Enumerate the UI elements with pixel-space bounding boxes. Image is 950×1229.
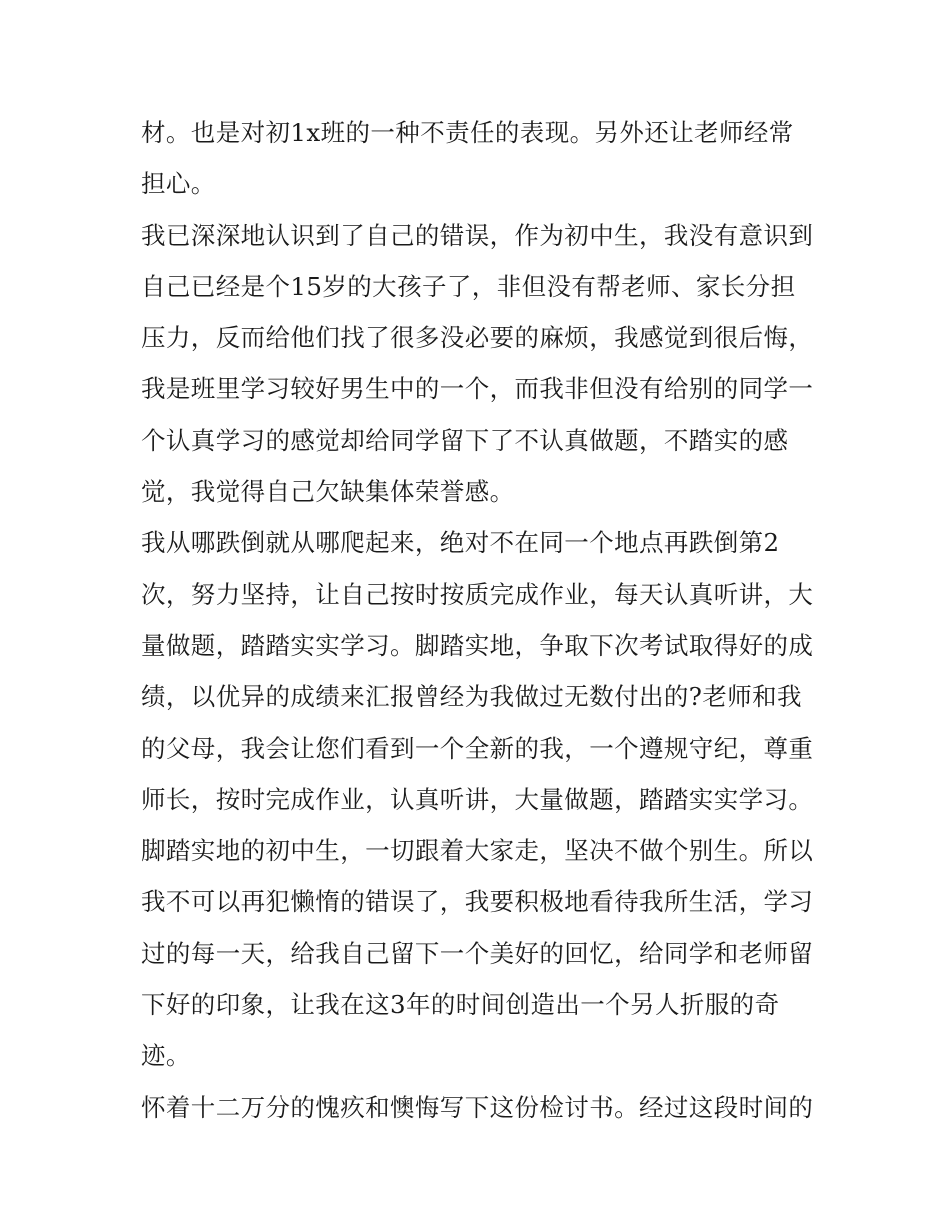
text-line: 次，努力坚持，让自己按时按质完成作业，每天认真听讲，大: [141, 579, 814, 609]
text-line: 脚踏实地的初中生，一切跟着大家走，坚决不做个别生。所以: [141, 836, 814, 866]
text-line: 自己已经是个15岁的大孩子了，非但没有帮老师、家长分担: [141, 271, 796, 301]
text-line: 量做题，踏踏实实学习。脚踏实地，争取下次考试取得好的成: [141, 630, 814, 660]
text-line: 绩，以优异的成绩来汇报曾经为我做过无数付出的?老师和我: [141, 682, 802, 712]
text-line: 个认真学习的感觉却给同学留下了不认真做题，不踏实的感: [141, 425, 789, 455]
text-line: 过的每一天，给我自己留下一个美好的回忆，给同学和老师留: [141, 938, 814, 968]
text-line: 觉，我觉得自己欠缺集体荣誉感。: [141, 477, 515, 507]
text-line: 我已深深地认识到了自己的错误，作为初中生，我没有意识到: [141, 220, 814, 250]
document-body-text: [141, 107, 813, 1133]
text-line: 师长，按时完成作业，认真听讲，大量做题，踏踏实实学习。: [141, 784, 814, 814]
text-line: 怀着十二万分的愧疚和懊悔写下这份检讨书。经过这段时间的: [141, 1092, 814, 1122]
text-line: 的父母，我会让您们看到一个全新的我，一个遵规守纪，尊重: [141, 733, 814, 763]
text-line: 压力，反而给他们找了很多没必要的麻烦，我感觉到很后悔，: [141, 323, 814, 353]
text-line: 担心。: [141, 169, 216, 199]
text-line: 下好的印象，让我在这3年的时间创造出一个另人折服的奇: [141, 990, 780, 1020]
text-line: 材。也是对初1x班的一种不责任的表现。另外还让老师经常: [141, 118, 794, 147]
text-line: 我不可以再犯懒惰的错误了，我要积极地看待我所生活，学习: [141, 887, 814, 917]
text-line: 我是班里学习较好男生中的一个，而我非但没有给别的同学一: [141, 374, 814, 404]
text-line: 迹。: [141, 1041, 191, 1071]
text-line: 我从哪跌倒就从哪爬起来，绝对不在同一个地点再跌倒第2: [141, 528, 780, 558]
